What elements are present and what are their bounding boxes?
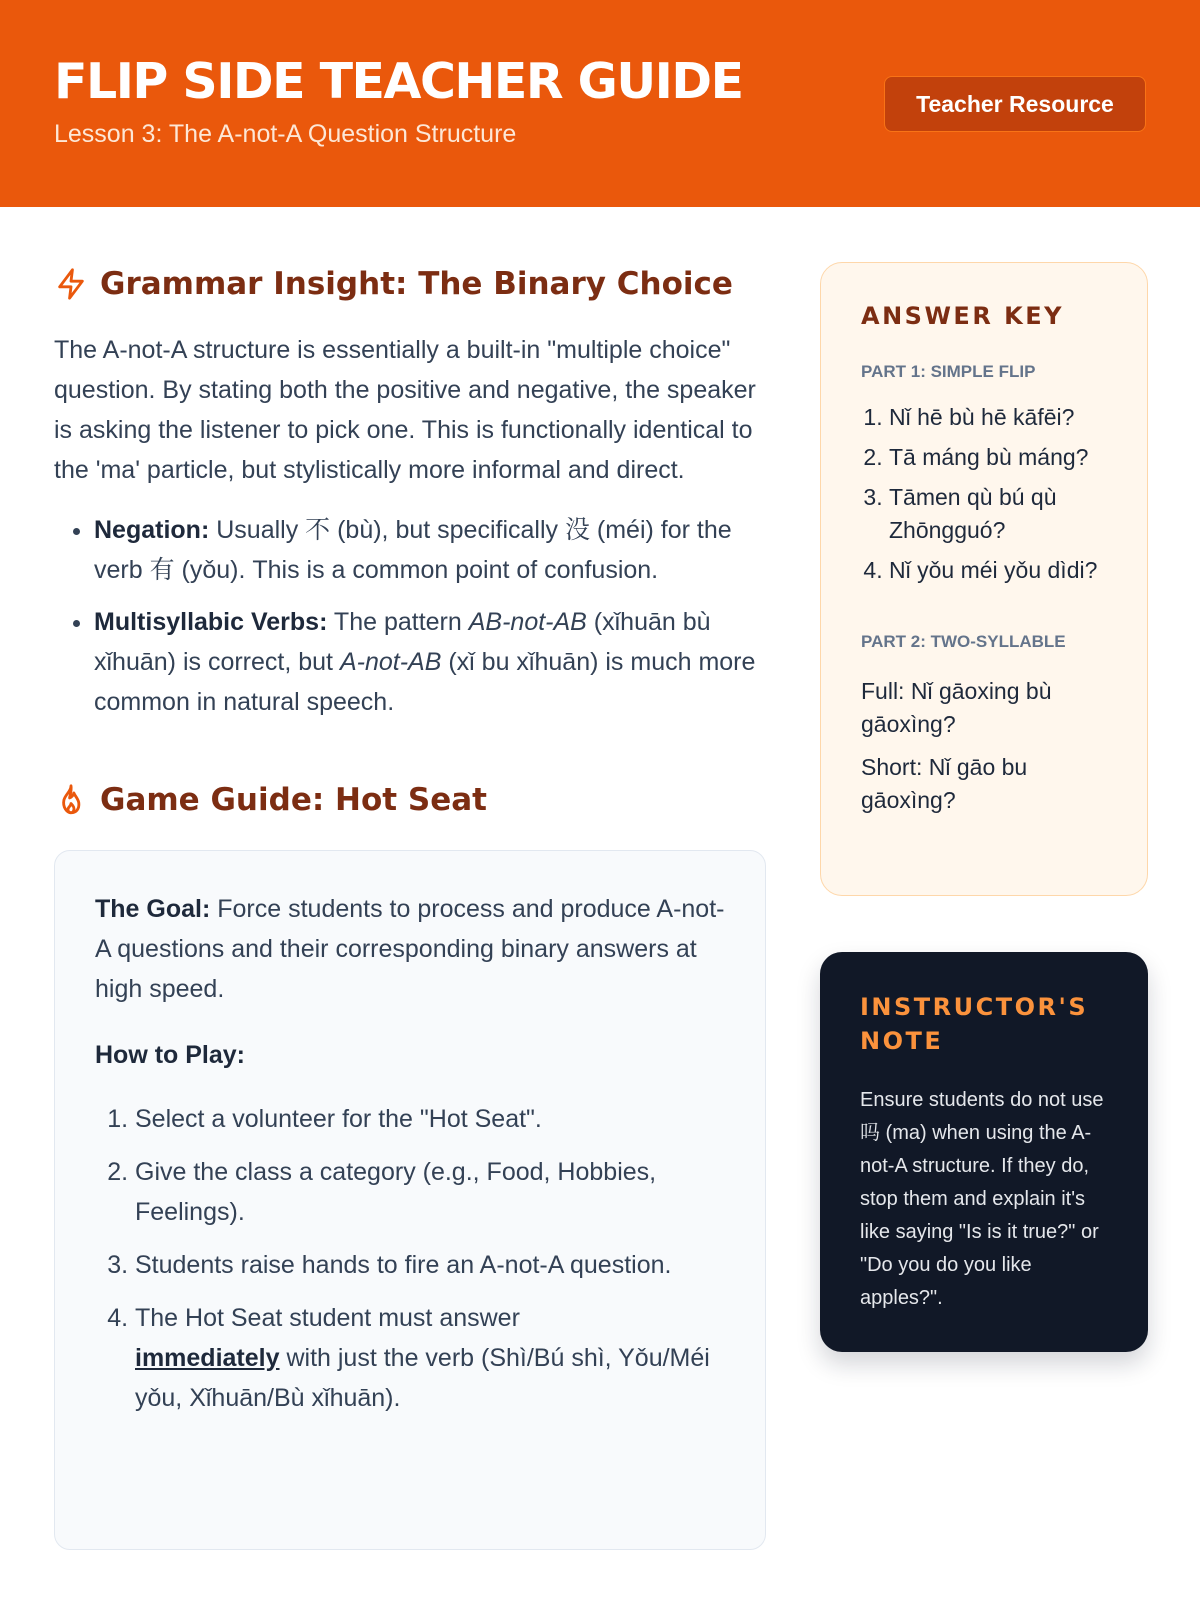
step-text: with just the verb (Shì/Bú shì, Yǒu/Méi yǒu, Xǐhuān/Bù xǐhuān). <box>135 1344 710 1412</box>
bullet-text: The pattern <box>333 608 462 636</box>
part1-answers <box>861 401 1107 587</box>
part2-short-answer: Short: Nǐ gāo bu gāoxìng? <box>861 754 1028 813</box>
grammar-section <box>54 262 766 722</box>
goal-text: Force students to process and produce A-not-A questions and their corresponding binary answers at high speed. <box>95 895 725 1003</box>
step-text: The Hot Seat student must answer <box>135 1304 520 1332</box>
bullet-negation <box>94 510 766 590</box>
game-section <box>54 778 766 1550</box>
instructor-note-card <box>820 952 1148 1352</box>
step-item: 3. Students raise hands to fire an A-not-A question. <box>135 1245 725 1285</box>
bullet-label: Negation: <box>94 516 210 544</box>
lightning-icon <box>54 267 88 301</box>
page-header <box>0 0 1200 207</box>
part2-full-answer: Full: Nǐ gāoxing bù gāoxìng? <box>861 678 1052 737</box>
grammar-paragraph: The A-not-A structure is essentially a built-in "multiple choice" question. By stating both the positive and negative, the speaker is asking the listener to pick one. This is functionally identical to the 'ma' particle, but stylistically more informal and direct. <box>54 336 756 484</box>
answer-item: 1. Nǐ hē bù hē kāfēi? <box>889 401 1107 434</box>
bullet-text: (xǐ bu xǐhuān) is much more common in natural speech. <box>94 648 756 716</box>
flame-icon <box>54 783 88 817</box>
game-guide-box <box>54 850 766 1550</box>
grammar-bullets <box>54 510 766 722</box>
game-title: Game Guide: Hot Seat <box>100 782 487 818</box>
instructor-note-text: Ensure students do not use 吗 (ma) when using the A-not-A structure. If they do, stop them and explain it's like saying "Is is it true?" or "Do you do you like apples?". <box>860 1089 1104 1309</box>
answer-item: 2. Tā máng bù máng? <box>889 441 1107 474</box>
answer-item: 4. Nǐ yǒu méi yǒu dìdi? <box>889 554 1107 587</box>
part1-label: PART 1: SIMPLE FLIP <box>861 362 1036 381</box>
answer-key-title: ANSWER KEY <box>861 302 1065 330</box>
step-item <box>135 1298 725 1418</box>
lesson-subtitle: Lesson 3: The A-not-A Question Structure <box>54 120 517 148</box>
game-heading <box>54 778 766 822</box>
bullet-text: (xǐhuān bù xǐhuān) is correct, but <box>94 608 711 676</box>
emphasis-immediately: immediately <box>135 1344 280 1372</box>
main-content <box>54 262 766 1550</box>
bullet-label: Multisyllabic Verbs: <box>94 608 328 636</box>
step-item: 2. Give the class a category (e.g., Food, Hobbies, Feelings). <box>135 1152 725 1232</box>
how-to-play-label: How to Play: <box>95 1041 246 1069</box>
part2-label: PART 2: TWO-SYLLABLE <box>861 632 1066 651</box>
answer-key-card <box>820 262 1148 896</box>
bullet-multisyllabic <box>94 602 766 722</box>
pattern-a-not-ab: A-not-AB <box>339 648 442 676</box>
guide-title: FLIP SIDE TEACHER GUIDE <box>54 53 743 110</box>
instructor-note-title: INSTRUCTOR'S NOTE <box>860 993 1089 1055</box>
answer-item: 3. Tāmen qù bú qù Zhōngguó? <box>889 481 1107 547</box>
bullet-text: Usually 不 (bù), but specifically 没 (méi) for the verb 有 (yǒu). This is a common point of confusion. <box>94 516 732 584</box>
pattern-ab-not-ab: AB-not-AB <box>468 608 587 636</box>
goal-label: The Goal: <box>95 895 211 923</box>
grammar-title: Grammar Insight: The Binary Choice <box>100 266 733 302</box>
game-goal <box>95 889 725 1009</box>
step-item: 1. Select a volunteer for the "Hot Seat". <box>135 1099 725 1139</box>
grammar-heading <box>54 262 766 306</box>
game-steps <box>95 1099 725 1418</box>
teacher-resource-badge: Teacher Resource <box>884 76 1146 132</box>
